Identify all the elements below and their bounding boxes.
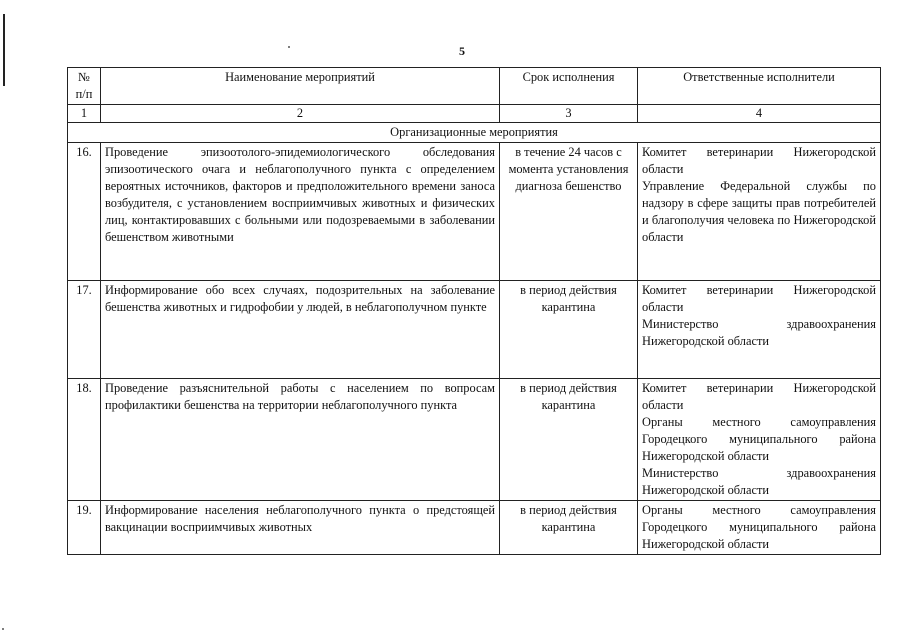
row-responsible [638, 379, 881, 501]
header-responsible: Ответственные исполнители [638, 68, 881, 105]
responsible-entry: Министерство здравоохранения Нижегородской области [642, 466, 876, 497]
responsible-entry: Органы местного самоуправления Городецкого муниципального района Нижегородской области [642, 415, 876, 463]
responsible-entry: Управление Федеральной службы по надзору в сфере защиты прав потребителей и благополучия человека по Нижегородской области [642, 179, 876, 244]
row-deadline: в течение 24 часов с момента установления диагноза бешенство [500, 143, 638, 281]
responsible-entry: Комитет ветеринарии Нижегородской области [642, 283, 876, 314]
row-measure: Проведение разъяснительной работы с населением по вопросам профилактики бешенства на территории неблагополучного пункта [101, 379, 500, 501]
responsible-entry: Органы местного самоуправления Городецкого муниципального района Нижегородской области [642, 503, 876, 551]
table-row [68, 379, 881, 501]
row-number: 16. [68, 143, 101, 281]
row-responsible [638, 501, 881, 555]
responsible-entry: Комитет ветеринарии Нижегородской области [642, 381, 876, 412]
responsible-entry: Министерство здравоохранения Нижегородской области [642, 317, 876, 348]
row-number: 18. [68, 379, 101, 501]
section-title: Организационные мероприятия [68, 123, 881, 143]
row-number: 19. [68, 501, 101, 555]
scan-speck [288, 46, 290, 48]
page-number: 5 [459, 44, 465, 58]
row-deadline: в период действия карантина [500, 379, 638, 501]
table-row [68, 143, 881, 281]
row-measure: Проведение эпизоотолого-эпидемиологического обследования эпизоотического очага и неблагополучного пункта с определением вероятных источников, факторов и предположительного времени заноса возбудителя, с установлением восприимчивых животных и физических лиц, контактировавших с больными или подозреваемыми в заболевании бешенством животными [101, 143, 500, 281]
row-responsible [638, 143, 881, 281]
responsible-entry: Комитет ветеринарии Нижегородской области [642, 145, 876, 176]
header-name: Наименование мероприятий [101, 68, 500, 105]
measures-table [67, 67, 881, 555]
column-index-4: 4 [638, 105, 881, 123]
column-index-3: 3 [500, 105, 638, 123]
row-responsible [638, 281, 881, 379]
table-row [68, 281, 881, 379]
row-number: 17. [68, 281, 101, 379]
header-row [68, 68, 881, 105]
column-index-1: 1 [68, 105, 101, 123]
column-index-row [68, 105, 881, 123]
header-deadline: Срок исполнения [500, 68, 638, 105]
row-measure: Информирование населения неблагополучного пункта о предстоящей вакцинации восприимчивых животных [101, 501, 500, 555]
column-index-2: 2 [101, 105, 500, 123]
section-row [68, 123, 881, 143]
table-row [68, 501, 881, 555]
row-deadline: в период действия карантина [500, 281, 638, 379]
header-num: № п/п [68, 68, 101, 105]
left-margin-rule [3, 14, 5, 86]
row-deadline: в период действия карантина [500, 501, 638, 555]
row-measure: Информирование обо всех случаях, подозрительных на заболевание бешенства животных и гидрофобии у людей, в неблагополучном пункте [101, 281, 500, 379]
scan-speck [2, 628, 4, 630]
